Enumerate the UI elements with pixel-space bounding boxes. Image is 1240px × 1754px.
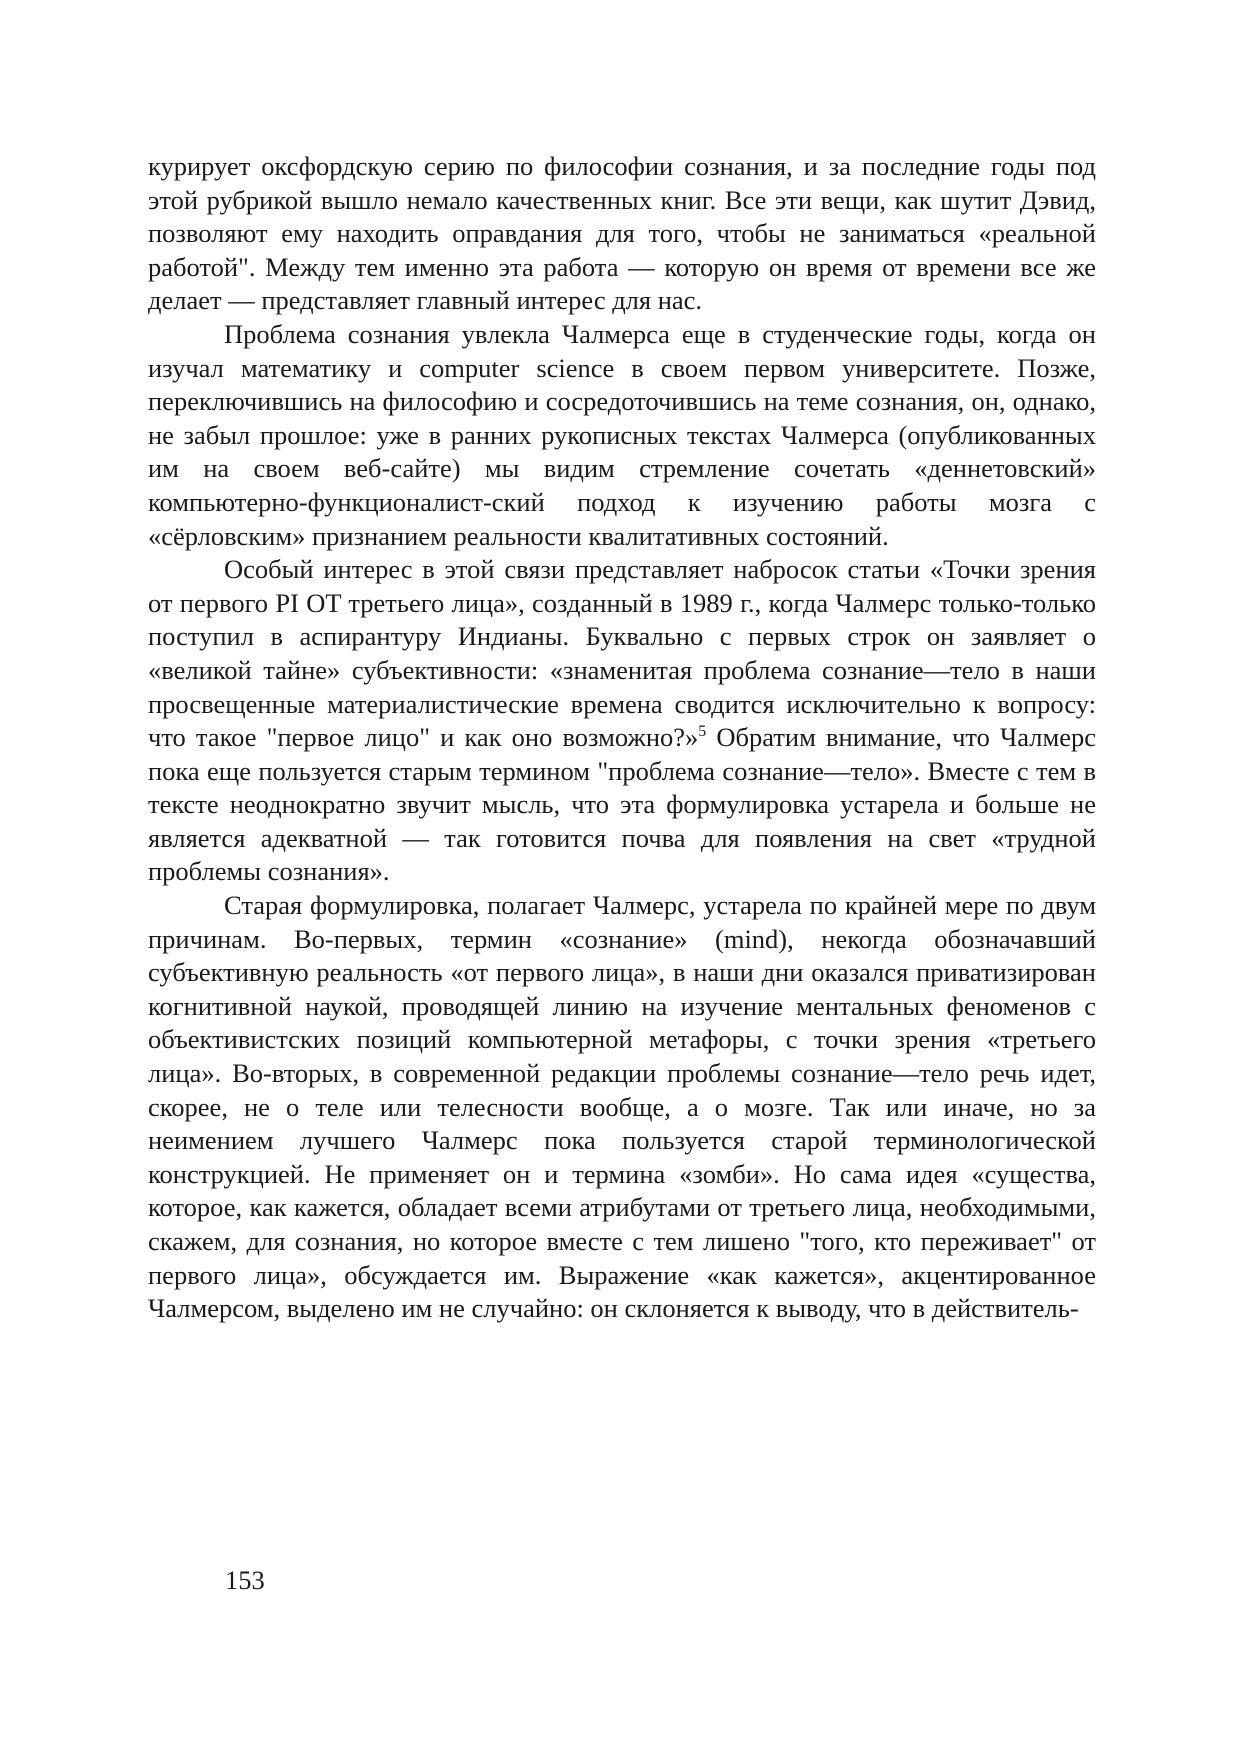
- paragraph-1: курирует оксфордскую серию по философии сознания, и за последние годы под этой рубрикой вышло немало качественных книг. Все эти вещи, как шутит Дэвид, позволяют ему находить оправдания для того, чтобы не заниматься «реальной работой". Между тем именно эта работа — которую он время от времени все же делает — представляет главный интерес для нас.: [148, 151, 1096, 316]
- paragraph-2: Проблема сознания увлекла Чалмерса еще в студенческие годы, когда он изучал математику и computer science в своем первом университете. Позже, переключившись на философию и сосредоточившись на теме сознания, он, однако, не забыл прошлое: уже в ранних рукописных текстах Чалмерса (опубликованных им на своем веб-сайте) мы видим стремление сочетать «деннетовский» компьютерно-функционалист-ский подход к изучению работы мозга с «сёрловским» признанием реальности квалитативных состояний.: [148, 318, 1096, 551]
- paragraph-3-text-after-note: Обратим внимание, что Чалмерс пока еще пользуется старым термином "проблема сознание—тело». Вместе с тем в тексте неоднократно звучит мысль, что эта формулировка устарела и больше не является адекватной — так готовится почва для появления на свет «трудной проблемы сознания».: [148, 722, 1097, 887]
- footnote-reference: 5: [698, 723, 707, 741]
- paragraph-3: [148, 553, 1096, 889]
- paragraph-4: Старая формулировка, полагает Чалмерс, устарела по крайней мере по двум причинам. Во-первых, термин «сознание» (mind), некогда обозначавший субъективную реальность «от первого лица», в наши дни оказался приватизирован когнитивной наукой, проводящей линию на изучение ментальных феноменов с объективистских позиций компьютерной метафоры, с точки зрения «третьего лица». Во-вторых, в современной редакции проблемы сознание—тело речь идет, скорее, не о теле или телесности вообще, а о мозге. Так или иначе, но за неимением лучшего Чалмерс пока пользуется старой терминологической конструкцией. Не применяет он и термина «зомби». Но сама идея «существа, которое, как кажется, обладает всеми атрибутами от третьего лица, необходимыми, скажем, для сознания, но которое вместе с тем лишено "того, кто переживает" от первого лица», обсуждается им. Выражение «как кажется», акцентированное Чалмерсом, выделено им не случайно: он склоняется к выводу, что в действитель-: [148, 890, 1096, 1324]
- paragraph-3-text-before-note: Особый интерес в этой связи представляет набросок статьи «Точки зрения от первого PI OT третьего лица», созданный в 1989 г., когда Чалмерс только-только поступил в аспирантуру Индианы. Буквально с первых строк он заявляет о «великой тайне» субъективности: «знаменитая проблема сознание—тело в наши просвещенные материалистические времена сводится исключительно к вопросу: что такое "первое лицо" и как оно возможно?»: [148, 554, 1096, 753]
- page-number: 153: [225, 1565, 265, 1595]
- body-text: [148, 150, 1096, 1326]
